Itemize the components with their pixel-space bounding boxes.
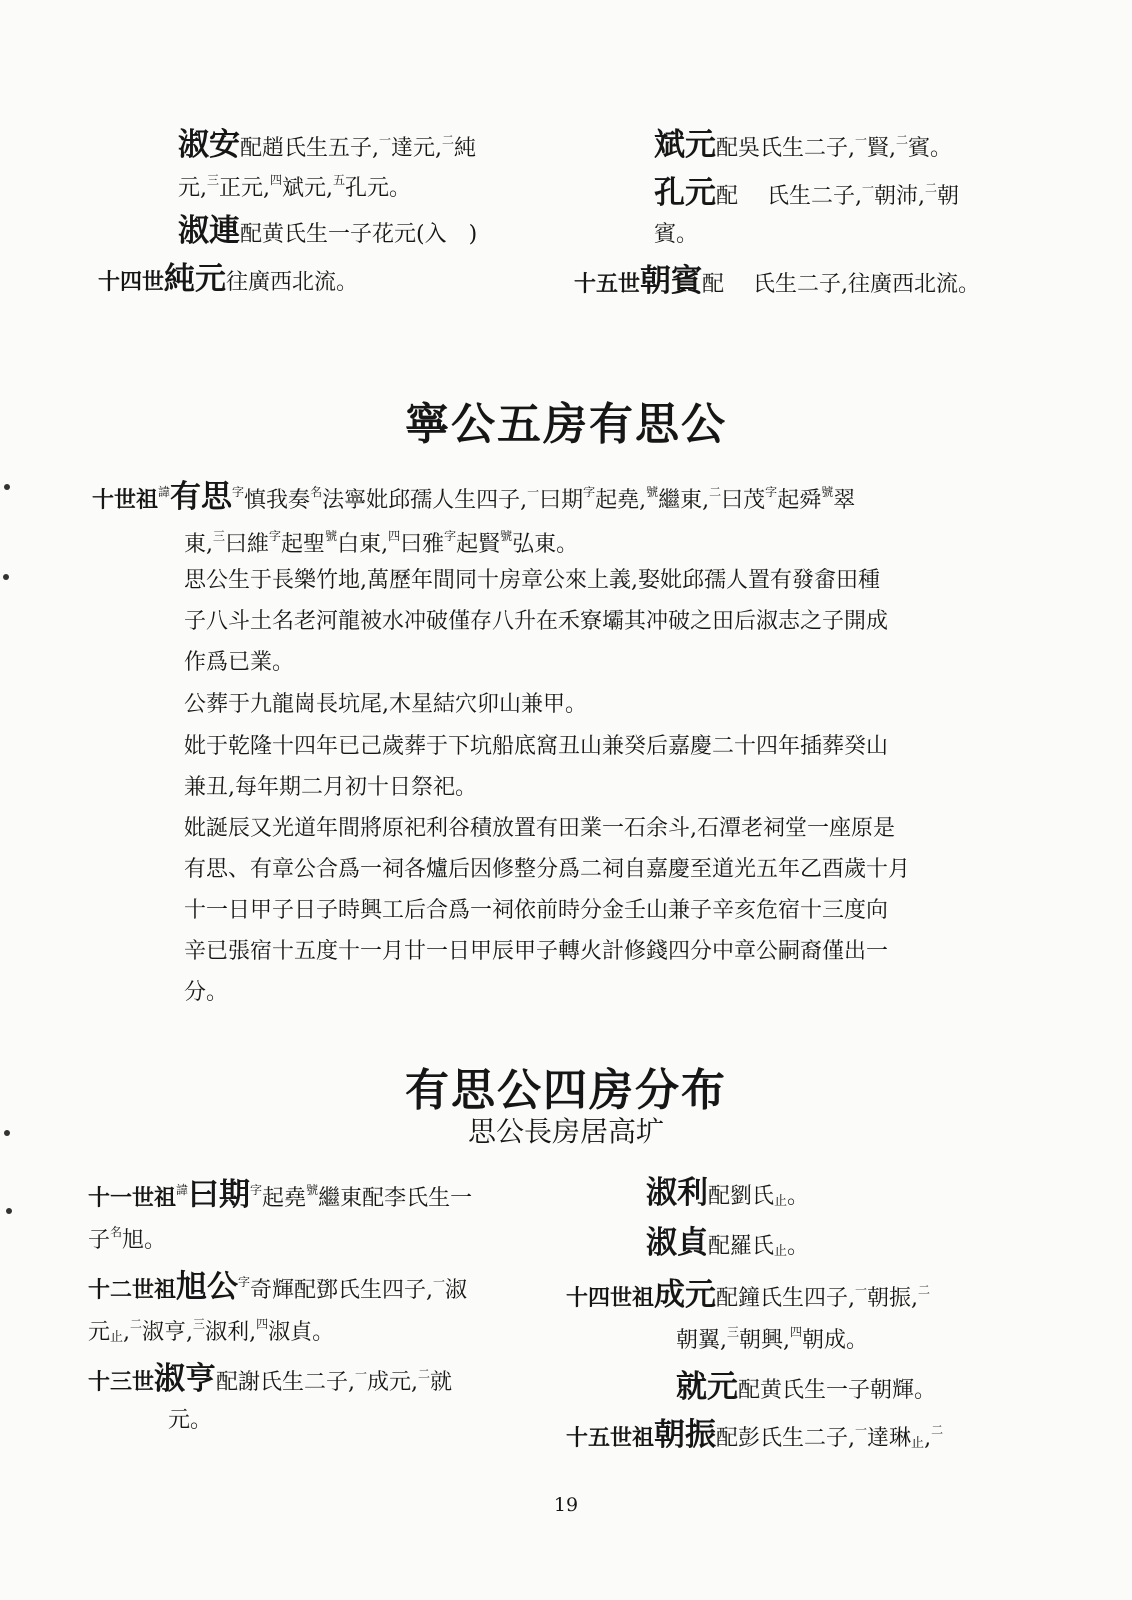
ordinal: 四	[790, 1325, 803, 1339]
annotation: 字	[232, 485, 245, 499]
annotation: 字	[250, 1183, 263, 1197]
generation-label: 十二世祖	[88, 1277, 177, 1303]
text: 賢,	[867, 136, 897, 161]
text: 淑	[445, 1278, 468, 1303]
annotation: 諱	[176, 1183, 189, 1197]
ordinal: 一	[355, 1367, 368, 1381]
ordinal: 二	[130, 1317, 143, 1331]
text: 配 氏生二子,往廣西北流。	[702, 272, 981, 297]
ordinal: 二	[918, 1283, 931, 1297]
name-jiuyuan: 就元	[676, 1369, 738, 1405]
text: 淑貞。	[268, 1320, 335, 1345]
name-chengyuan: 成元	[654, 1277, 717, 1313]
line-binyuan	[654, 127, 953, 163]
line-chunyuan	[98, 261, 359, 297]
text: 配黄氏生一子花元(入 )	[240, 222, 478, 247]
text: 賓。	[654, 222, 699, 247]
ordinal: 二	[418, 1367, 431, 1381]
annotation: 字	[444, 529, 457, 543]
generation-label: 十四世	[98, 269, 165, 295]
generation-label: 十一世祖	[88, 1185, 177, 1211]
text: 淑利,	[205, 1320, 257, 1345]
text: 孔元。	[345, 176, 412, 201]
text: 朝翼,	[676, 1328, 727, 1353]
paragraph-line: 分。	[184, 980, 229, 1005]
annotation: 號	[646, 485, 659, 499]
ordinal: 一	[527, 485, 540, 499]
annotation: 字	[269, 529, 282, 543]
annotation: 名	[110, 1225, 123, 1239]
line-chengyuan	[566, 1277, 931, 1313]
text: 配羅氏	[708, 1234, 775, 1259]
line-shuzhen	[646, 1225, 810, 1261]
name-chaozhen: 朝振	[654, 1417, 717, 1453]
text: 奇輝配鄧氏生四子,	[250, 1278, 434, 1303]
name-shuli: 淑利	[646, 1175, 708, 1211]
text: 。	[787, 1234, 810, 1259]
text: 朝	[937, 184, 960, 209]
ordinal: 一	[862, 181, 875, 195]
text: 配趙氏生五子,	[240, 136, 379, 161]
paragraph-line: 有思、有章公合爲一祠各爐后因修整分爲二祠自嘉慶至道光五年乙酉歲十月	[184, 857, 911, 882]
generation-label: 十三世	[88, 1369, 155, 1395]
ordinal: 四	[256, 1317, 269, 1331]
section-subtitle-2: 思公長房居高圹	[467, 1115, 664, 1148]
scan-speck	[6, 1208, 12, 1214]
ordinal: 二	[896, 133, 909, 147]
ordinal: 四	[270, 173, 283, 187]
text: 起舜	[777, 488, 822, 513]
text: 配彭氏生二子,	[716, 1426, 856, 1451]
text: 曰期	[539, 488, 584, 513]
text: 配黄氏生一子朝輝。	[738, 1378, 937, 1403]
paragraph-line: 辛已張宿十五度十一月廿一日甲辰甲子轉火計修錢四分中章公嗣裔僅出一	[184, 939, 889, 964]
annotation: 號	[821, 485, 834, 499]
ordinal: 三	[193, 1317, 206, 1331]
text: 淑亨,	[142, 1320, 194, 1345]
text: ,	[924, 1426, 932, 1451]
line-yousi-head-cont	[184, 530, 578, 556]
name-shuzhen: 淑貞	[646, 1225, 708, 1261]
ordinal: 二	[931, 1423, 944, 1437]
paragraph-line: 公葬于九龍崗長坑尾,木星結穴卯山兼甲。	[184, 692, 587, 717]
text: 達琳	[867, 1426, 912, 1451]
text: 旭。	[122, 1228, 167, 1253]
text: 起聖	[281, 532, 326, 557]
ordinal: 二	[925, 181, 938, 195]
text: 元。	[168, 1408, 213, 1433]
line-shuan-cont	[178, 174, 411, 200]
text: 達元,	[391, 136, 443, 161]
text: ,	[123, 1320, 131, 1345]
line-kongyuan-cont	[654, 224, 698, 246]
text: 曰茂	[721, 488, 766, 513]
annotation: 止	[774, 1244, 788, 1259]
paragraph-line: 作爲已業。	[184, 650, 295, 675]
line-yousi-head	[92, 479, 856, 515]
ordinal: 一	[855, 1423, 868, 1437]
ordinal: 五	[333, 173, 346, 187]
text: 配 氏生二子,	[716, 184, 862, 209]
text: 元	[88, 1320, 111, 1345]
paragraph-line: 思公生于長樂竹地,萬歷年間同十房章公來上義,娶妣邱孺人置有發畲田種	[184, 568, 880, 593]
line-chengyuan-cont	[676, 1326, 868, 1352]
annotation: 名	[310, 485, 323, 499]
text: 賓。	[908, 136, 953, 161]
page-number: 19	[553, 1494, 579, 1516]
line-shuheng-cont	[168, 1410, 212, 1432]
text: 朝沛,	[874, 184, 926, 209]
ordinal: 三	[207, 173, 220, 187]
line-yueqi	[88, 1177, 473, 1213]
text: 配吳氏生二子,	[716, 136, 855, 161]
scan-speck	[3, 574, 9, 580]
text: 往廣西北流。	[226, 270, 359, 295]
paragraph-line: 妣于乾隆十四年已己歲葬于下坑船底窩丑山兼癸后嘉慶二十四年插葬癸山	[184, 734, 889, 759]
line-shulian	[178, 213, 478, 249]
paragraph-line: 子八斗土名老河龍被水冲破僅存八升在禾寮壩其冲破之田后淑志之子開成	[184, 609, 889, 634]
text: 繼東配李氏生一	[318, 1186, 473, 1211]
text: 成元,	[367, 1370, 419, 1395]
annotation: 字	[583, 485, 596, 499]
annotation: 號	[325, 529, 338, 543]
paragraph-line: 十一日甲子日子時興工后合爲一祠依前時分金壬山兼子辛亥危宿十三度向	[184, 898, 889, 923]
text: 起堯,	[595, 488, 647, 513]
annotation: 止	[774, 1194, 788, 1209]
generation-label: 十五世祖	[566, 1425, 655, 1451]
text: 曰維	[225, 532, 270, 557]
generation-label: 十五世	[574, 271, 641, 297]
text: 就	[430, 1370, 453, 1395]
line-xugong	[88, 1269, 468, 1305]
ordinal: 一	[379, 133, 392, 147]
annotation: 字	[765, 485, 778, 499]
text: 子	[88, 1228, 111, 1253]
name-shuheng: 淑亨	[154, 1361, 217, 1397]
name-yueqi: 曰期	[188, 1177, 251, 1213]
name-yousi: 有思	[170, 479, 233, 515]
line-chaobin	[574, 263, 981, 299]
annotation: 號	[306, 1183, 319, 1197]
name-shulian: 淑連	[178, 213, 240, 249]
name-shuan: 淑安	[178, 127, 240, 163]
name-chunyuan: 純元	[164, 261, 227, 297]
text: 慎我奏	[244, 488, 311, 513]
paragraph-line: 兼丑,每年期二月初十日祭祀。	[184, 775, 477, 800]
name-chaobin: 朝賓	[640, 263, 703, 299]
text: 配劉氏	[708, 1184, 775, 1209]
annotation: 號	[500, 529, 513, 543]
ordinal: 二	[442, 133, 455, 147]
text: 起堯	[262, 1186, 307, 1211]
text: 正元,	[219, 176, 271, 201]
annotation: 字	[238, 1275, 251, 1289]
text: 白東,	[337, 532, 389, 557]
name-binyuan: 斌元	[654, 127, 716, 163]
text: 。	[787, 1184, 810, 1209]
paragraph-line: 妣誕辰又光道年間將原祀利谷積放置有田業一石余斗,石潭老祠堂一座原是	[184, 816, 895, 841]
text: 朝興,	[739, 1328, 791, 1353]
line-shuli	[646, 1175, 810, 1211]
text: 純	[454, 136, 477, 161]
text: 配鐘氏生四子,	[716, 1286, 856, 1311]
scan-speck	[4, 1130, 10, 1136]
generation-label: 十四世祖	[566, 1285, 655, 1311]
text: 起賢	[456, 532, 501, 557]
text: 配謝氏生二子,	[216, 1370, 356, 1395]
ordinal: 三	[213, 529, 226, 543]
text: 繼東,	[658, 488, 710, 513]
text: 斌元,	[282, 176, 334, 201]
section-title-2: 有思公四房分布	[405, 1065, 727, 1116]
text: 翠	[833, 488, 856, 513]
text: 法寧妣邱孺人生四子,	[322, 488, 528, 513]
ordinal: 一	[855, 133, 868, 147]
ordinal: 二	[709, 485, 722, 499]
name-xugong: 旭公	[176, 1269, 239, 1305]
line-yueqi-cont	[88, 1226, 166, 1252]
text: 朝成。	[802, 1328, 869, 1353]
line-chaozhen	[566, 1417, 944, 1453]
scan-speck	[4, 484, 10, 490]
text: 弘東。	[512, 532, 579, 557]
ordinal: 三	[727, 1325, 740, 1339]
text: 東,	[184, 532, 213, 557]
line-shuheng	[88, 1361, 453, 1397]
ordinal: 一	[855, 1283, 868, 1297]
text: 元,	[178, 176, 207, 201]
annotation: 止	[911, 1436, 925, 1451]
text: 曰雅	[400, 532, 445, 557]
line-kongyuan	[654, 175, 960, 211]
name-kongyuan: 孔元	[654, 175, 716, 211]
annotation: 諱	[158, 485, 171, 499]
line-shuan	[178, 127, 477, 163]
line-xugong-cont	[88, 1318, 334, 1344]
ordinal: 四	[388, 529, 401, 543]
generation-label: 十世祖	[92, 487, 159, 513]
line-jiuyuan	[676, 1369, 937, 1405]
ordinal: 一	[433, 1275, 446, 1289]
annotation: 止	[110, 1330, 124, 1345]
text: 朝振,	[867, 1286, 919, 1311]
section-title-1: 寧公五房有思公	[405, 399, 727, 450]
